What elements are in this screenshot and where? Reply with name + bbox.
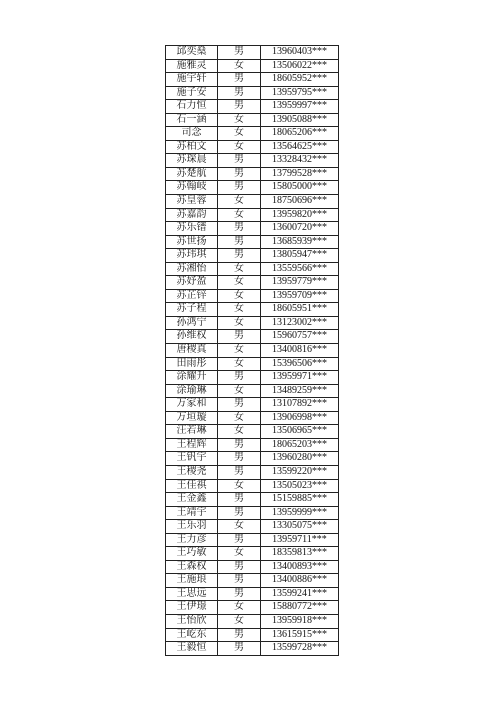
gender-cell: 男 xyxy=(218,46,261,60)
name-cell: 苏妤盈 xyxy=(166,276,218,290)
gender-cell: 女 xyxy=(218,289,261,303)
name-cell: 石一涵 xyxy=(166,113,218,127)
name-cell: 苏子程 xyxy=(166,303,218,317)
phone-cell: 15805000*** xyxy=(261,181,339,195)
name-cell: 唐稷真 xyxy=(166,344,218,358)
phone-cell: 13959997*** xyxy=(261,100,339,114)
roster-body xyxy=(166,46,339,656)
table-row xyxy=(166,533,339,547)
table-row xyxy=(166,289,339,303)
gender-cell: 男 xyxy=(218,642,261,656)
gender-cell: 男 xyxy=(218,493,261,507)
name-cell: 王乐羽 xyxy=(166,520,218,534)
table-row xyxy=(166,506,339,520)
name-cell: 王稷尧 xyxy=(166,465,218,479)
table-row xyxy=(166,140,339,154)
gender-cell: 女 xyxy=(218,344,261,358)
gender-cell: 男 xyxy=(218,533,261,547)
table-row xyxy=(166,493,339,507)
gender-cell: 女 xyxy=(218,411,261,425)
name-cell: 田雨彤 xyxy=(166,357,218,371)
phone-cell: 13400886*** xyxy=(261,574,339,588)
table-row xyxy=(166,438,339,452)
phone-cell: 13959779*** xyxy=(261,276,339,290)
phone-cell: 13805947*** xyxy=(261,249,339,263)
phone-cell: 13506965*** xyxy=(261,425,339,439)
student-roster-table xyxy=(165,45,339,656)
name-cell: 孙维权 xyxy=(166,330,218,344)
gender-cell: 女 xyxy=(218,384,261,398)
table-row xyxy=(166,628,339,642)
phone-cell: 13123002*** xyxy=(261,316,339,330)
phone-cell: 15396506*** xyxy=(261,357,339,371)
table-row xyxy=(166,479,339,493)
gender-cell: 男 xyxy=(218,587,261,601)
name-cell: 王程辉 xyxy=(166,438,218,452)
phone-cell: 13599220*** xyxy=(261,465,339,479)
table-row xyxy=(166,73,339,87)
phone-cell: 13400816*** xyxy=(261,344,339,358)
gender-cell: 男 xyxy=(218,100,261,114)
name-cell: 石力恒 xyxy=(166,100,218,114)
gender-cell: 男 xyxy=(218,506,261,520)
gender-cell: 女 xyxy=(218,479,261,493)
gender-cell: 男 xyxy=(218,181,261,195)
phone-cell: 13564625*** xyxy=(261,140,339,154)
table-row xyxy=(166,574,339,588)
phone-cell: 13400893*** xyxy=(261,560,339,574)
phone-cell: 13959795*** xyxy=(261,86,339,100)
table-row xyxy=(166,520,339,534)
phone-cell: 13599241*** xyxy=(261,587,339,601)
name-cell: 王力彦 xyxy=(166,533,218,547)
phone-cell: 13959999*** xyxy=(261,506,339,520)
phone-cell: 13959918*** xyxy=(261,614,339,628)
name-cell: 王施琅 xyxy=(166,574,218,588)
gender-cell: 女 xyxy=(218,425,261,439)
phone-cell: 13905088*** xyxy=(261,113,339,127)
gender-cell: 女 xyxy=(218,601,261,615)
gender-cell: 女 xyxy=(218,276,261,290)
gender-cell: 女 xyxy=(218,127,261,141)
name-cell: 孙鸿宁 xyxy=(166,316,218,330)
table-row xyxy=(166,357,339,371)
name-cell: 王巧敏 xyxy=(166,547,218,561)
table-row xyxy=(166,614,339,628)
gender-cell: 女 xyxy=(218,303,261,317)
phone-cell: 15960757*** xyxy=(261,330,339,344)
table-row xyxy=(166,235,339,249)
gender-cell: 女 xyxy=(218,59,261,73)
table-row xyxy=(166,452,339,466)
name-cell: 苏皇蓉 xyxy=(166,195,218,209)
phone-cell: 13599728*** xyxy=(261,642,339,656)
gender-cell: 男 xyxy=(218,452,261,466)
phone-cell: 13107892*** xyxy=(261,398,339,412)
phone-cell: 13959971*** xyxy=(261,371,339,385)
table-row xyxy=(166,601,339,615)
gender-cell: 男 xyxy=(218,398,261,412)
phone-cell: 15159885*** xyxy=(261,493,339,507)
phone-cell: 13506022*** xyxy=(261,59,339,73)
phone-cell: 13600720*** xyxy=(261,222,339,236)
gender-cell: 男 xyxy=(218,438,261,452)
table-row xyxy=(166,316,339,330)
phone-cell: 13959709*** xyxy=(261,289,339,303)
name-cell: 苏湘怡 xyxy=(166,262,218,276)
name-cell: 苏翰岐 xyxy=(166,181,218,195)
gender-cell: 男 xyxy=(218,167,261,181)
table-row xyxy=(166,384,339,398)
name-cell: 王思远 xyxy=(166,587,218,601)
name-cell: 苏芷锌 xyxy=(166,289,218,303)
phone-cell: 18750696*** xyxy=(261,195,339,209)
gender-cell: 女 xyxy=(218,195,261,209)
phone-cell: 18065206*** xyxy=(261,127,339,141)
table-row xyxy=(166,100,339,114)
phone-cell: 18605952*** xyxy=(261,73,339,87)
table-row xyxy=(166,46,339,60)
table-row xyxy=(166,371,339,385)
table-row xyxy=(166,465,339,479)
name-cell: 施子安 xyxy=(166,86,218,100)
gender-cell: 男 xyxy=(218,560,261,574)
table-row xyxy=(166,167,339,181)
gender-cell: 男 xyxy=(218,371,261,385)
gender-cell: 女 xyxy=(218,208,261,222)
gender-cell: 女 xyxy=(218,547,261,561)
gender-cell: 男 xyxy=(218,628,261,642)
name-cell: 施雅灵 xyxy=(166,59,218,73)
name-cell: 涂瑜琳 xyxy=(166,384,218,398)
table-row xyxy=(166,262,339,276)
name-cell: 王金鑫 xyxy=(166,493,218,507)
name-cell: 司念 xyxy=(166,127,218,141)
name-cell: 苏柏文 xyxy=(166,140,218,154)
table-row xyxy=(166,276,339,290)
name-cell: 王毅恒 xyxy=(166,642,218,656)
phone-cell: 13615915*** xyxy=(261,628,339,642)
gender-cell: 男 xyxy=(218,574,261,588)
table-row xyxy=(166,249,339,263)
table-row xyxy=(166,642,339,656)
phone-cell: 13489259*** xyxy=(261,384,339,398)
name-cell: 苏玮琪 xyxy=(166,249,218,263)
table-row xyxy=(166,86,339,100)
table-row xyxy=(166,330,339,344)
name-cell: 邱奕燊 xyxy=(166,46,218,60)
gender-cell: 男 xyxy=(218,86,261,100)
name-cell: 苏琛晨 xyxy=(166,154,218,168)
name-cell: 王佳祺 xyxy=(166,479,218,493)
table-row xyxy=(166,181,339,195)
name-cell: 王森权 xyxy=(166,560,218,574)
gender-cell: 女 xyxy=(218,614,261,628)
phone-cell: 18359813*** xyxy=(261,547,339,561)
table-row xyxy=(166,587,339,601)
phone-cell: 13305075*** xyxy=(261,520,339,534)
name-cell: 王伊璟 xyxy=(166,601,218,615)
table-row xyxy=(166,303,339,317)
name-cell: 王屹东 xyxy=(166,628,218,642)
phone-cell: 13505023*** xyxy=(261,479,339,493)
name-cell: 苏世扬 xyxy=(166,235,218,249)
name-cell: 王靖宇 xyxy=(166,506,218,520)
gender-cell: 女 xyxy=(218,357,261,371)
phone-cell: 13328432*** xyxy=(261,154,339,168)
gender-cell: 男 xyxy=(218,235,261,249)
name-cell: 王钒宇 xyxy=(166,452,218,466)
gender-cell: 女 xyxy=(218,262,261,276)
name-cell: 苏楚航 xyxy=(166,167,218,181)
table-row xyxy=(166,411,339,425)
table-row xyxy=(166,222,339,236)
phone-cell: 13799528*** xyxy=(261,167,339,181)
gender-cell: 男 xyxy=(218,73,261,87)
phone-cell: 13959820*** xyxy=(261,208,339,222)
phone-cell: 13960280*** xyxy=(261,452,339,466)
name-cell: 王怡欣 xyxy=(166,614,218,628)
name-cell: 苏嘉韵 xyxy=(166,208,218,222)
table-row xyxy=(166,154,339,168)
gender-cell: 男 xyxy=(218,222,261,236)
gender-cell: 男 xyxy=(218,154,261,168)
phone-cell: 18065203*** xyxy=(261,438,339,452)
table-row xyxy=(166,195,339,209)
name-cell: 苏乐镨 xyxy=(166,222,218,236)
gender-cell: 男 xyxy=(218,330,261,344)
table-row xyxy=(166,398,339,412)
phone-cell: 13959711*** xyxy=(261,533,339,547)
table-row xyxy=(166,560,339,574)
gender-cell: 女 xyxy=(218,140,261,154)
phone-cell: 13960403*** xyxy=(261,46,339,60)
table-row xyxy=(166,113,339,127)
name-cell: 施宇轩 xyxy=(166,73,218,87)
gender-cell: 女 xyxy=(218,113,261,127)
gender-cell: 女 xyxy=(218,316,261,330)
gender-cell: 男 xyxy=(218,249,261,263)
phone-cell: 18605951*** xyxy=(261,303,339,317)
phone-cell: 15880772*** xyxy=(261,601,339,615)
name-cell: 万家和 xyxy=(166,398,218,412)
phone-cell: 13685939*** xyxy=(261,235,339,249)
name-cell: 万垣璇 xyxy=(166,411,218,425)
table-row xyxy=(166,208,339,222)
table-row xyxy=(166,425,339,439)
gender-cell: 女 xyxy=(218,520,261,534)
name-cell: 涂耀升 xyxy=(166,371,218,385)
table-row xyxy=(166,547,339,561)
name-cell: 汪若琳 xyxy=(166,425,218,439)
table-row xyxy=(166,344,339,358)
table-row xyxy=(166,59,339,73)
gender-cell: 男 xyxy=(218,465,261,479)
table-row xyxy=(166,127,339,141)
phone-cell: 13906998*** xyxy=(261,411,339,425)
phone-cell: 13559566*** xyxy=(261,262,339,276)
